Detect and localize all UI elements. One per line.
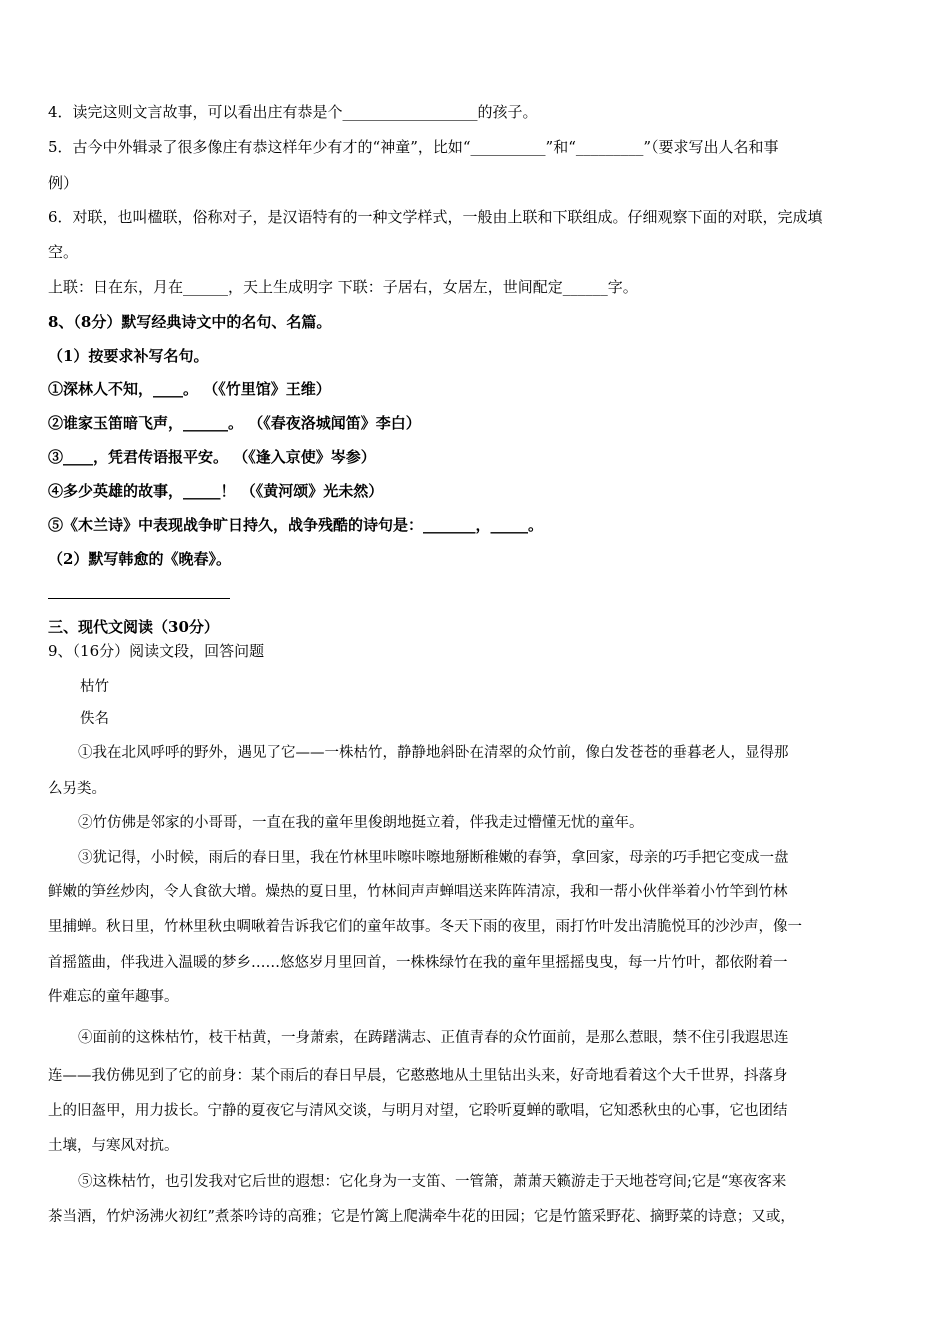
passage-line: ⑤这株枯竹，也引发我对它后世的遐想：它化身为一支笛、一管箫，萧萧天籁游走于天地苍穹间;它是“寒夜客来 [78,1174,787,1190]
question-8-item-5: ⑤《木兰诗》中表现战争旷日持久，战争残酷的诗句是：_______，_____。 [48,516,544,534]
passage-line: 上的旧盔甲，用力拔长。宁静的夏夜它与清风交谈，与明月对望，它聆听夏蝉的歌唱，它知悉秋虫的心事，它也团结 [48,1103,788,1119]
passage-line: ④面前的这株枯竹，枝干枯黄，一身萧索，在踌躇满志、正值青春的众竹面前，是那么惹眼，禁不住引我遐思连 [78,1030,789,1046]
question-8-sub1: （1）按要求补写名句。 [48,347,209,365]
question-8-item-3: ③____，凭君传语报平安。 （《逢入京使》岑参） [48,448,376,466]
passage-line: 件难忘的童年趣事。 [48,989,179,1005]
passage-title: 枯竹 [80,679,109,695]
question-8-sub2: （2）默写韩愈的《晚春》。 [48,550,231,568]
section-3-heading: 三、现代文阅读（30分） [48,618,219,636]
question-6-line-1: 6．对联，也叫楹联，俗称对子，是汉语特有的一种文学样式，一般由上联和下联组成。仔细观察下面的对联，完成填 [48,208,823,226]
passage-line: 首摇篮曲，伴我进入温暖的梦乡……悠悠岁月里回首，一株株绿竹在我的童年里摇摇曳曳，每一片竹叶，都依附着一 [48,955,788,971]
passage-line: 连——我仿佛见到了它的前身：某个雨后的春日早晨，它憨憨地从土里钻出头来，好奇地看着这个大千世界，抖落身 [48,1068,788,1084]
question-5-line-1: 5．古今中外辑录了很多像庄有恭这样年少有才的“神童”，比如“__________”和“_________”（要求写出人名和事 [48,138,779,156]
passage-line: 么另类。 [48,781,106,797]
question-8-item-4: ④多少英雄的故事，_____！ （《黄河颂》光未然） [48,482,384,500]
passage-line: 土壤，与寒风对抗。 [48,1138,179,1154]
question-6-line-2: 空。 [48,243,79,261]
couplet-line: 上联：日在东，月在______，天上生成明字 下联：子居右，女居左，世间配定______字。 [48,278,638,296]
passage-line: ③犹记得，小时候，雨后的春日里，我在竹林里咔嚓咔嚓地掰断稚嫩的春笋，拿回家，母亲的巧手把它变成一盘 [78,850,789,866]
passage-line: 茶当酒，竹炉汤沸火初红”煮茶吟诗的高雅；它是竹篱上爬满牵牛花的田园；它是竹篮采野花、摘野菜的诗意；又或， [48,1209,795,1225]
question-5-line-2: 例） [48,174,79,192]
question-8-item-1: ①深林人不知，____。 （《竹里馆》王维） [48,380,331,398]
passage-line: 鲜嫩的笋丝炒肉，令人食欲大增。燥热的夏日里，竹林间声声蝉唱送来阵阵清凉，我和一帮小伙伴举着小竹竿到竹林 [48,884,788,900]
answer-blank-line [48,598,230,599]
question-9-title: 9、（16分）阅读文段，回答问题 [48,642,265,660]
question-4: 4．读完这则文言故事，可以看出庄有恭是个__________________的孩子。 [48,103,538,121]
passage-author: 佚名 [80,711,109,727]
passage-line: ①我在北风呼呼的野外，遇见了它——一株枯竹，静静地斜卧在清翠的众竹前，像白发苍苍的垂暮老人，显得那 [78,745,789,761]
passage-line: 里捕蝉。秋日里，竹林里秋虫啁啾着告诉我它们的童年故事。冬天下雨的夜里，雨打竹叶发出清脆悦耳的沙沙声，像一 [48,919,802,935]
question-8-item-2: ②谁家玉笛暗飞声，______。 （《春夜洛城闻笛》李白） [48,414,421,432]
question-8-title: 8、（8分）默写经典诗文中的名句、名篇。 [48,313,332,331]
passage-line: ②竹仿佛是邻家的小哥哥，一直在我的童年里俊朗地挺立着，伴我走过懵懂无忧的童年。 [78,815,644,831]
